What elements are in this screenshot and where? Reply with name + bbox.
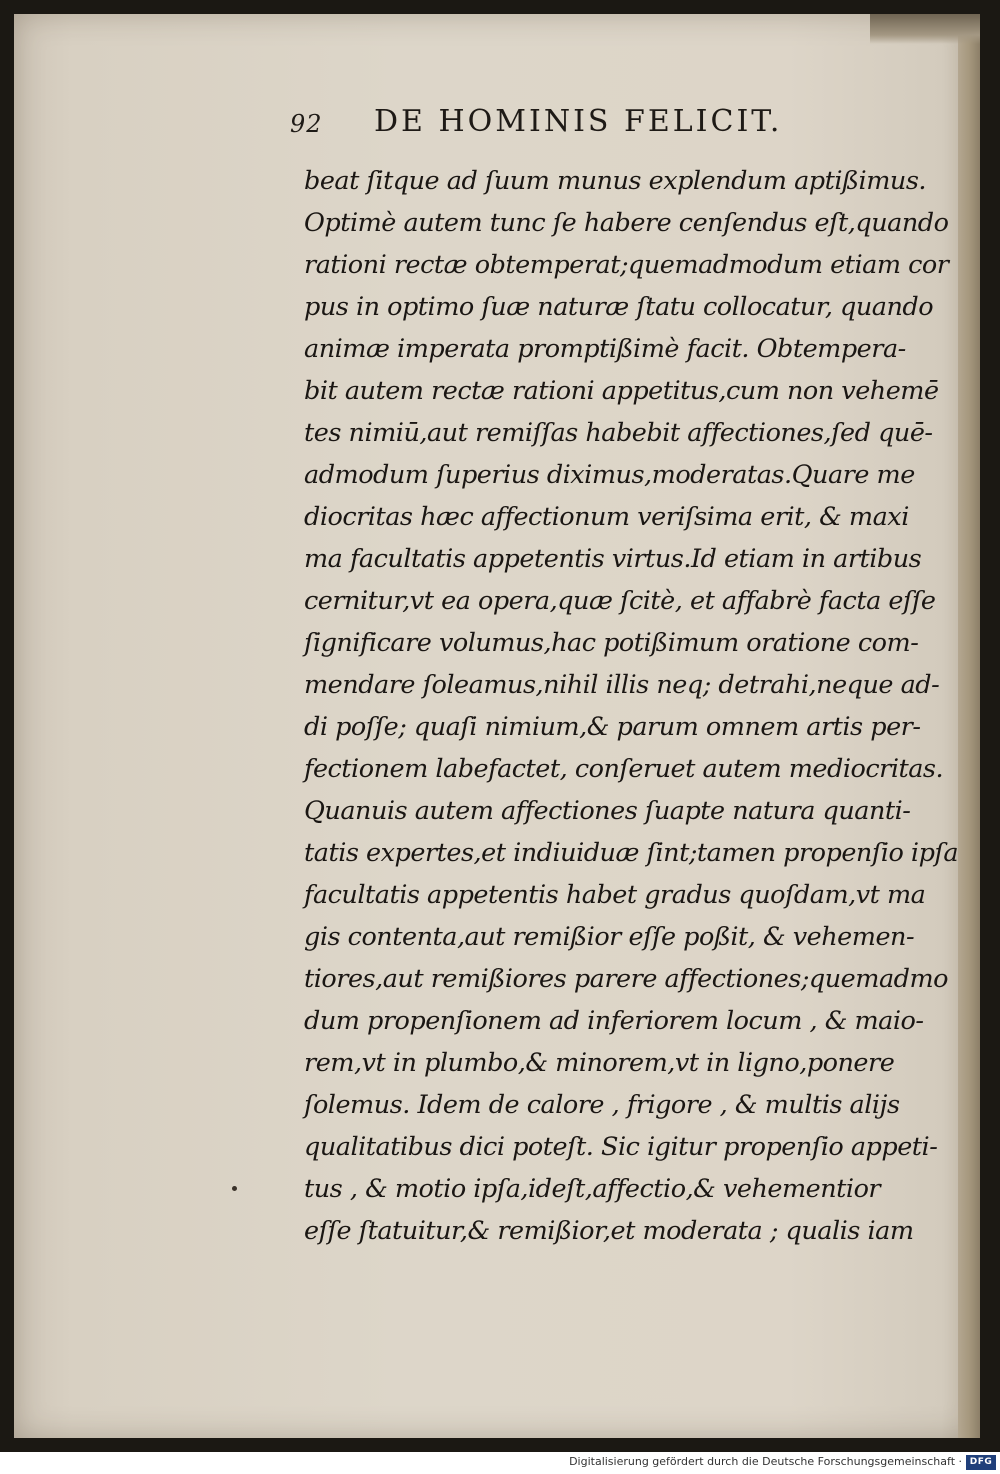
text-line: tus , & motio ipſa,ideſt,affectio,& vehementior (304, 1174, 881, 1204)
text-line: di poſſe; quaſi nimium,& parum omnem artis per- (304, 712, 921, 742)
text-line: admodum ſuperius diximus,moderatas.Quare me (304, 460, 915, 490)
text-line: rationi rectæ obtemperat;quemadmodum etiam cor (304, 250, 949, 280)
text-line: eſſe ſtatuitur,& remißior,et moderata ; qualis iam (304, 1216, 914, 1246)
text-line: mendare ſoleamus,nihil illis neq; detrahi,neque ad- (304, 670, 940, 700)
text-line: gis contenta,aut remißior eſſe poßit, & vehemen- (304, 922, 915, 952)
text-line: dum propenſionem ad inferiorem locum , & maio- (304, 1006, 924, 1036)
text-line: bit autem rectæ rationi appetitus,cum non vehemē (304, 376, 939, 406)
text-line: rem,vt in plumbo,& minorem,vt in ligno,ponere (304, 1048, 895, 1078)
text-line: ſignificare volumus,hac potißimum oratione com- (304, 628, 919, 658)
text-line: cernitur,vt ea opera,quæ ſcitè, et affabrè facta eſſe (304, 586, 936, 616)
ink-speck (232, 1186, 237, 1191)
digitization-footer (0, 1452, 1000, 1474)
text-line: tiores,aut remißiores parere affectiones;quemadmo (304, 964, 949, 994)
text-line: diocritas hæc affectionum veriſsima erit, & maxi (304, 502, 909, 532)
text-line: tes nimiū,aut remiſſas habebit affectiones,ſed quē- (304, 418, 933, 448)
text-line: Quanuis autem affectiones ſuapte natura quanti- (304, 796, 911, 826)
dfg-logo: DFG (966, 1455, 996, 1470)
page-number: 92 (290, 110, 323, 138)
text-line: ſolemus. Idem de calore , frigore , & multis alijs (304, 1090, 900, 1120)
text-line: fectionem labefactet, conſeruet autem mediocritas. (304, 754, 944, 784)
funding-credit: Digitalisierung gefördert durch die Deutsche Forschungsgemeinschaft · (569, 1455, 962, 1468)
body-text (304, 160, 959, 1252)
text-line: tatis expertes,et indiuiduæ ſint;tamen propenſio ipſa (304, 838, 959, 868)
running-head (290, 98, 850, 148)
text-line: ma facultatis appetentis virtus.Id etiam in artibus (304, 544, 922, 574)
header-title: DE HOMINIS FELICIT. (374, 104, 783, 139)
text-line: pus in optimo ſuæ naturæ ſtatu collocatur, quando (304, 292, 934, 322)
text-line: beat ſitque ad ſuum munus explendum aptißimus. (304, 166, 927, 196)
text-line: qualitatibus dici poteſt. Sic igitur propenſio appeti- (304, 1132, 938, 1162)
text-line: facultatis appetentis habet gradus quoſdam,vt ma (304, 880, 926, 910)
page-edge (958, 14, 980, 1438)
text-line: animæ imperata promptißimè facit. Obtempera- (304, 334, 906, 364)
text-line: Optimè autem tunc ſe habere cenſendus eſt,quando (304, 208, 949, 238)
corner-shadow (870, 14, 980, 44)
